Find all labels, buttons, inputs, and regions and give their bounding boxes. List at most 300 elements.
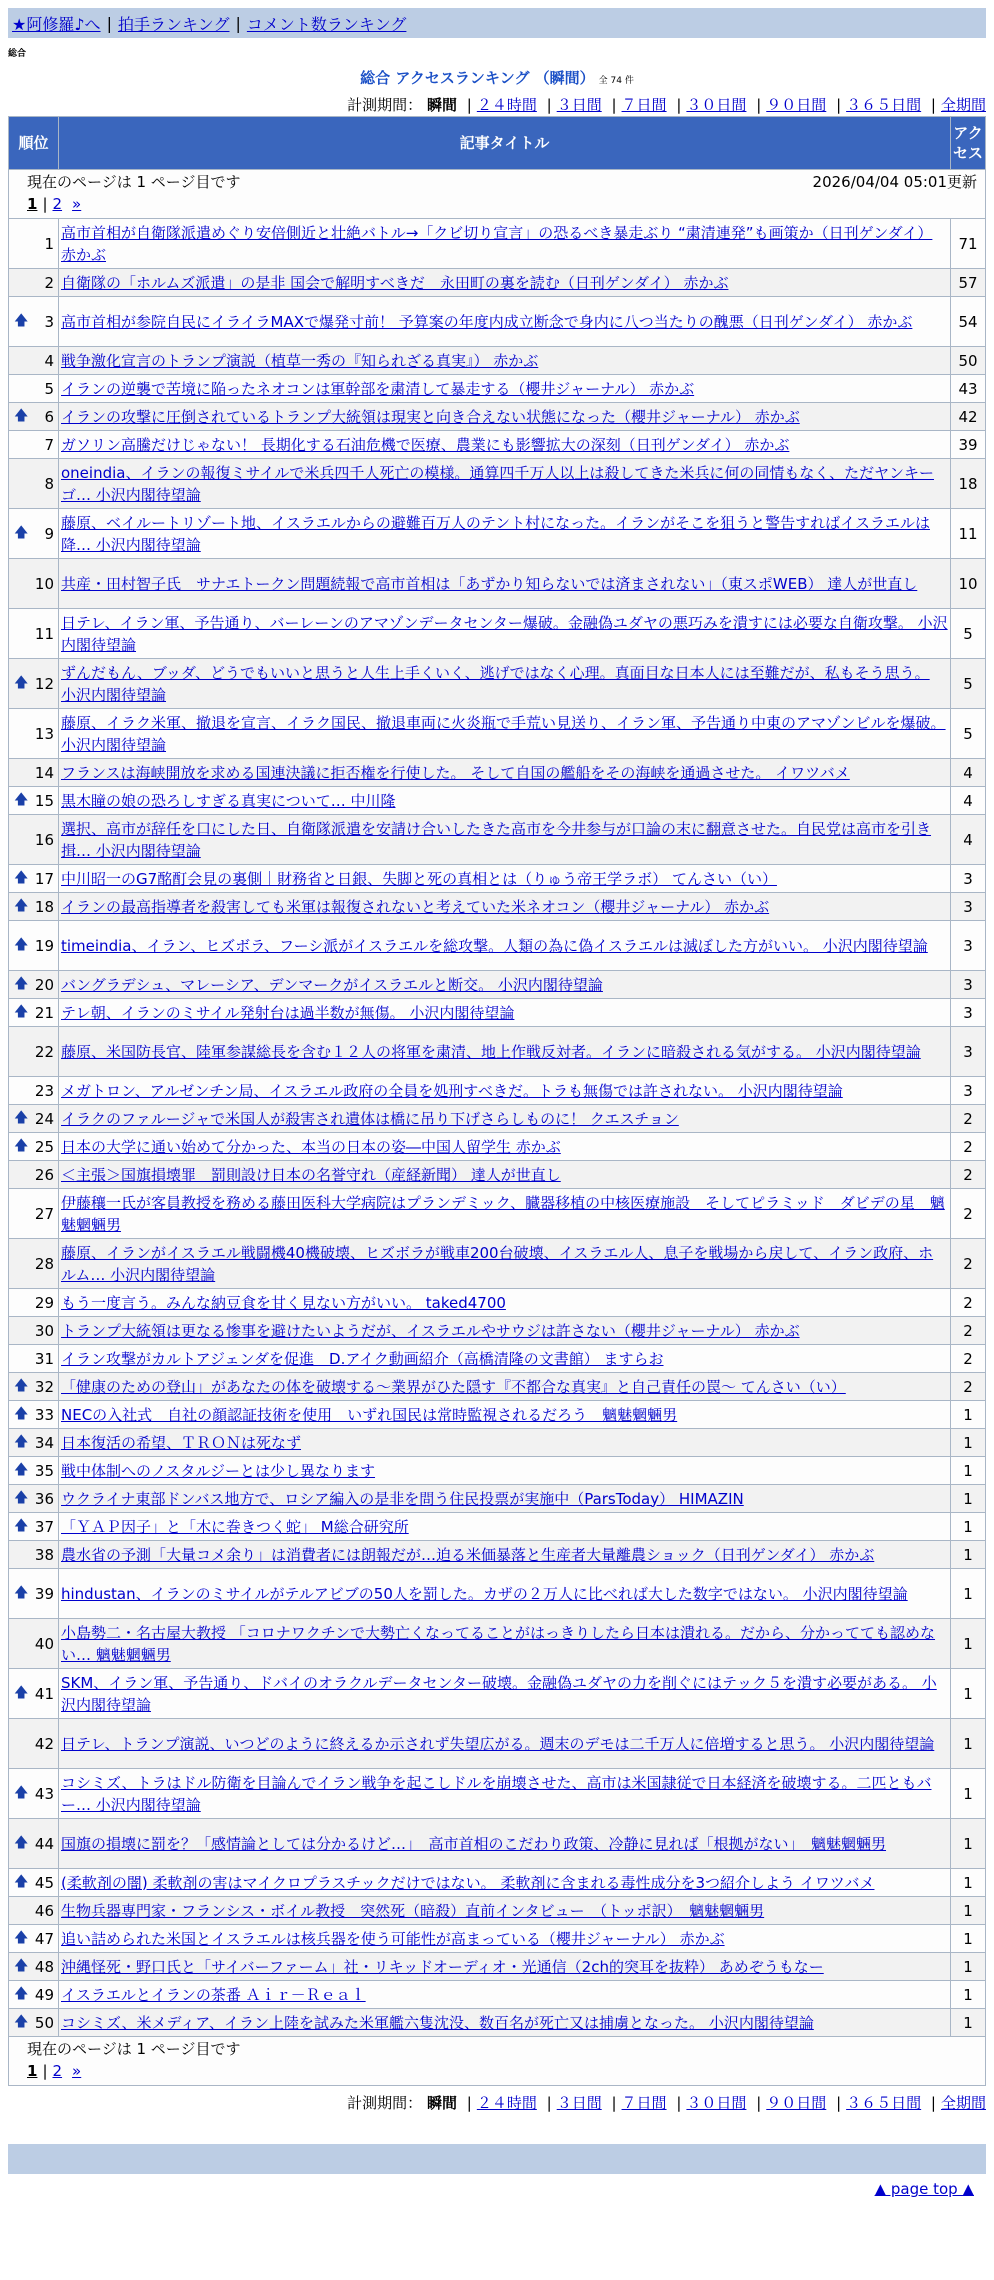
access-count: 2 — [951, 1373, 986, 1401]
article-title-link[interactable]: 沖縄怪死・野口氏と「サイバーファーム」社・リキッドオーディオ・光通信（2ch的突耳を抜粋） あめぞうもなー — [61, 1957, 824, 1976]
rank-cell — [9, 1373, 59, 1401]
article-title-link[interactable]: 小島勢二・名古屋大教授 「コロナワクチンで大勢亡くなってることがはっきりしたら日本は潰れる。だから、分かってても認めない… 魑魅魍魎男 — [61, 1623, 936, 1664]
info-bar-bottom — [9, 2037, 986, 2086]
access-count: 1 — [951, 1953, 986, 1981]
access-count: 1 — [951, 2009, 986, 2037]
title-cell — [59, 559, 951, 609]
article-title-link[interactable]: ずんだもん、ブッダ、どうでもいいと思うと人生上手くいく、逃げではなく心理。真面目な日本人には至難だが、私もそう思う。 小沢内閣待望論 — [61, 663, 930, 704]
access-count: 3 — [951, 893, 986, 921]
page-top-link[interactable]: ▲ page top ▲ — [874, 2180, 974, 2198]
article-title-link[interactable]: 共産・田村智子氏 サナエトークン問題続報で高市首相は「あずかり知らないでは済まされない」（東スポWEB） 達人が世直し — [61, 574, 918, 593]
table-row — [9, 1541, 986, 1569]
access-count: 5 — [951, 709, 986, 759]
rank-number: 42 — [34, 1734, 54, 1753]
title-cell — [59, 1027, 951, 1077]
access-count: 2 — [951, 1317, 986, 1345]
access-count: 1 — [951, 1457, 986, 1485]
article-title-link[interactable]: 藤原、イランがイスラエル戦闘機40機破壊、ヒズボラが戦車200台破壊、イスラエル人、息子を戦場から戻して、イラン政府、ホルム… 小沢内閣待望論 — [61, 1243, 934, 1284]
article-title-link[interactable]: 伊藤穰一氏が客員教授を務める藤田医科大学病院はプランデミック、臓器移植の中核医療施設 そしてピラミッド ダビデの星 魑魅魍魎男 — [61, 1193, 945, 1234]
article-title-link[interactable]: コシミズ、米メディア、イラン上陸を試みた米軍艦六隻沈没、数百名が死亡又は捕虜となった。 小沢内閣待望論 — [61, 2013, 814, 2032]
table-row — [9, 1239, 986, 1289]
access-count: 1 — [951, 1897, 986, 1925]
article-title-link[interactable]: 農水省の予測「大量コメ余り」は消費者には朗報だが…迫る米価暴落と生産者大量離農ショック（日刊ゲンダイ） 赤かぶ — [61, 1545, 875, 1564]
pager-bottom: 1 | 2 » — [27, 2062, 82, 2080]
rank-number: 7 — [44, 435, 54, 454]
article-title-link[interactable]: 戦中体制へのノスタルジーとは少し異なります — [61, 1461, 376, 1480]
rank-number: 35 — [34, 1461, 54, 1480]
access-count: 2 — [951, 1105, 986, 1133]
rank-cell — [9, 269, 59, 297]
rank-cell — [9, 1105, 59, 1133]
title-cell — [59, 1401, 951, 1429]
title-cell — [59, 1105, 951, 1133]
rank-cell — [9, 1513, 59, 1541]
info-bar-top — [9, 170, 986, 219]
article-title-link[interactable]: テレ朝、イランのミサイル発射台は過半数が無傷。 小沢内閣待望論 — [61, 1003, 515, 1022]
access-count: 39 — [951, 431, 986, 459]
pager-page-2[interactable]: 2 — [52, 195, 63, 213]
title-cell — [59, 509, 951, 559]
title-cell — [59, 403, 951, 431]
access-count: 1 — [951, 1429, 986, 1457]
header-rank: 順位 — [9, 117, 59, 170]
table-row — [9, 999, 986, 1027]
rank-up-arrow-icon: 🡅 — [14, 1584, 29, 1601]
article-title-link[interactable]: トランプ大統領は更なる惨事を避けたいようだが、イスラエルやサウジは許さない（櫻井ジャーナル） 赤かぶ — [61, 1321, 800, 1340]
rank-number: 49 — [34, 1985, 54, 2004]
article-title-link[interactable]: 自衛隊の「ホルムズ派遣」の是非 国会で解明すべきだ 永田町の裏を読む（日刊ゲンダイ） 赤かぶ — [61, 273, 729, 292]
access-count: 1 — [951, 1669, 986, 1719]
period-label-bottom: 計測期間： — [347, 2094, 423, 2112]
rank-number: 14 — [34, 763, 54, 782]
title-cell — [59, 1769, 951, 1819]
rank-number: 28 — [34, 1254, 54, 1273]
article-title-link[interactable]: ウクライナ東部ドンバス地方で、ロシア編入の是非を問う住民投票が実施中（ParsToday） HIMAZIN — [61, 1489, 744, 1508]
rank-cell — [9, 787, 59, 815]
table-row — [9, 1027, 986, 1077]
rank-number: 32 — [34, 1377, 54, 1396]
rank-cell — [9, 1189, 59, 1239]
title-cell — [59, 1541, 951, 1569]
title-cell — [59, 759, 951, 787]
table-row — [9, 1429, 986, 1457]
rank-cell — [9, 1161, 59, 1189]
period-link-90d[interactable]: ９０日間 — [766, 96, 827, 114]
access-count: 5 — [951, 609, 986, 659]
rank-cell — [9, 1133, 59, 1161]
article-title-link[interactable]: timeindia、イラン、ヒズボラ、フーシ派がイスラエルを総攻撃。人類の為に偽イスラエルは滅ぼした方がいい。 小沢内閣待望論 — [61, 936, 928, 955]
table-row — [9, 297, 986, 347]
current-page-text: 現在のページは 1 ページ目です — [27, 173, 241, 191]
page-title-row — [0, 67, 994, 88]
title-cell — [59, 787, 951, 815]
article-title-link[interactable]: 「ＹＡＰ因子」と「木に巻きつく蛇」 M総合研究所 — [61, 1517, 409, 1536]
table-row — [9, 659, 986, 709]
table-row — [9, 1619, 986, 1669]
table-row — [9, 609, 986, 659]
title-cell — [59, 1569, 951, 1619]
comment-ranking-link[interactable]: コメント数ランキング — [246, 14, 407, 34]
header-title: 記事タイトル — [59, 117, 951, 170]
title-cell — [59, 1897, 951, 1925]
current-page-text-bottom: 現在のページは 1 ページ目です — [27, 2040, 241, 2058]
article-title-link[interactable]: バングラデシュ、マレーシア、デンマークがイスラエルと断交。 小沢内閣待望論 — [61, 975, 603, 994]
title-cell — [59, 1189, 951, 1239]
pager-current: 1 — [27, 195, 38, 213]
article-title-link[interactable]: 高市首相が参院自民にイライラMAXで爆発寸前！ 予算案の年度内成立断念で身内に八つ当たりの醜悪（日刊ゲンダイ） 赤かぶ — [61, 312, 913, 331]
table-row — [9, 1133, 986, 1161]
rank-cell — [9, 297, 59, 347]
rank-cell — [9, 559, 59, 609]
rank-number: 15 — [34, 791, 54, 810]
article-title-link[interactable]: 藤原、イラク米軍、撤退を宣言、イラク国民、撤退車両に火炎瓶で手荒い見送り、イラン軍、予告通り中東のアマゾンビルを爆破。 小沢内閣待望論 — [61, 713, 946, 754]
article-title-link[interactable]: 日本復活の希望、ＴＲＯＮは死なず — [61, 1433, 302, 1452]
table-header — [9, 117, 986, 170]
title-cell — [59, 1513, 951, 1541]
article-title-link[interactable]: SKM、イラン軍、予告通り、ドバイのオラクルデータセンター破壊。金融偽ユダヤの力を削ぐにはテック５を潰す必要がある。 小沢内閣待望論 — [61, 1673, 937, 1714]
period-link-90d-bottom[interactable]: ９０日間 — [766, 2094, 827, 2112]
rank-up-arrow-icon: 🡅 — [14, 975, 29, 992]
title-cell — [59, 1133, 951, 1161]
article-title-link[interactable]: イラクのファルージャで米国人が殺害され遺体は橋に吊り下げさらしものに！ クエスチョン — [61, 1109, 679, 1128]
rank-number: 6 — [44, 407, 54, 426]
article-title-link[interactable]: 日本の大学に通い始めて分かった、本当の日本の姿―中国人留学生 赤かぶ — [61, 1137, 561, 1156]
period-link-3d-bottom[interactable]: ３日間 — [556, 2094, 602, 2112]
access-count: 1 — [951, 1925, 986, 1953]
access-count: 1 — [951, 1981, 986, 2009]
rank-cell — [9, 1317, 59, 1345]
rank-up-arrow-icon: 🡅 — [14, 1929, 29, 1946]
rank-number: 36 — [34, 1489, 54, 1508]
rank-cell — [9, 1819, 59, 1869]
article-title-link[interactable]: 戦争激化宣言のトランプ演説（植草一秀の『知られざる真実』） 赤かぶ — [61, 351, 539, 370]
period-link-365d-bottom[interactable]: ３６５日間 — [846, 2094, 922, 2112]
title-cell — [59, 1289, 951, 1317]
table-row — [9, 787, 986, 815]
article-title-link[interactable]: 日テレ、イラン軍、予告通り、バーレーンのアマゾンデータセンター爆破。金融偽ユダヤの悪巧みを潰すには必要な自衛攻撃。 小沢内閣待望論 — [61, 613, 948, 654]
title-cell — [59, 1619, 951, 1669]
period-label: 計測期間： — [347, 96, 423, 114]
table-row — [9, 815, 986, 865]
access-count: 2 — [951, 1289, 986, 1317]
article-title-link[interactable]: hindustan、イランのミサイルがテルアビブの50人を罰した。カザの２万人に比べれば大した数字ではない。 小沢内閣待望論 — [61, 1584, 908, 1603]
article-title-link[interactable]: イラン攻撃がカルトアジェンダを促進 D.アイク動画紹介（高橋清隆の文書館） ますらお — [61, 1349, 664, 1368]
rank-number: 1 — [44, 234, 54, 253]
rank-up-arrow-icon: 🡅 — [14, 1433, 29, 1450]
title-cell — [59, 709, 951, 759]
pager-next-arrow-bottom[interactable]: » — [72, 2062, 82, 2080]
rank-cell — [9, 1401, 59, 1429]
access-count: 4 — [951, 759, 986, 787]
table-row — [9, 1897, 986, 1925]
rank-cell — [9, 1719, 59, 1769]
rank-up-arrow-icon: 🡅 — [14, 1137, 29, 1154]
table-row — [9, 865, 986, 893]
title-cell — [59, 1981, 951, 2009]
access-count: 3 — [951, 1077, 986, 1105]
access-count: 1 — [951, 1819, 986, 1869]
clap-ranking-link[interactable]: 拍手ランキング — [117, 14, 230, 34]
period-link-7d-bottom[interactable]: ７日間 — [621, 2094, 667, 2112]
article-title-link[interactable]: もう一度言う。みんな納豆食を甘く見ない方がいい。 taked4700 — [61, 1293, 506, 1312]
access-count: 1 — [951, 1401, 986, 1429]
access-count: 3 — [951, 921, 986, 971]
table-row — [9, 1569, 986, 1619]
rank-up-arrow-icon: 🡅 — [14, 1517, 29, 1534]
rank-cell — [9, 609, 59, 659]
rank-up-arrow-icon: 🡅 — [14, 897, 29, 914]
article-title-link[interactable]: 中川昭一のG7酩酊会見の裏側｜財務省と日銀、失脚と死の真相とは（りゅう帝王学ラボ） てんさい（い） — [61, 869, 777, 888]
rank-cell — [9, 893, 59, 921]
rank-number: 47 — [34, 1929, 54, 1948]
period-link-24h[interactable]: ２４時間 — [476, 96, 537, 114]
period-link-7d[interactable]: ７日間 — [621, 96, 667, 114]
table-row — [9, 893, 986, 921]
rank-number: 16 — [34, 830, 54, 849]
title-cell — [59, 1869, 951, 1897]
title-cell — [59, 1457, 951, 1485]
article-title-link[interactable]: 日テレ、トランプ演説、いつどのように終えるか示されず失望広がる。週末のデモは二千万人に倍増すると思う。 小沢内閣待望論 — [61, 1734, 935, 1753]
title-cell — [59, 431, 951, 459]
access-count: 10 — [951, 559, 986, 609]
title-cell — [59, 1953, 951, 1981]
article-title-link[interactable]: 黒木瞳の娘の恐ろしすぎる真実について… 中川隆 — [61, 791, 396, 810]
period-link-365d[interactable]: ３６５日間 — [846, 96, 922, 114]
table-row — [9, 1513, 986, 1541]
access-count: 71 — [951, 219, 986, 269]
access-count: 2 — [951, 1189, 986, 1239]
article-title-link[interactable]: フランスは海峡開放を求める国連決議に拒否権を行使した。 そして自国の艦船をその海峡を通過させた。 イワツバメ — [61, 763, 850, 782]
article-title-link[interactable]: イランの逆襲で苦境に陥ったネオコンは軍幹部を粛清して暴走する（櫻井ジャーナル） 赤かぶ — [61, 379, 695, 398]
rank-number: 12 — [34, 674, 54, 693]
header-access: アクセス — [951, 117, 986, 170]
access-count: 3 — [951, 999, 986, 1027]
access-count: 2 — [951, 1161, 986, 1189]
article-title-link[interactable]: コシミズ、トラはドル防衛を目論んでイラン戦争を起こしドルを崩壊させた、高市は米国隷従で日本経済を破壊する。二匹ともバー… 小沢内閣待望論 — [61, 1773, 932, 1814]
rank-cell — [9, 1289, 59, 1317]
article-title-link[interactable]: イランの攻撃に圧倒されているトランプ大統領は現実と向き合えない状態になった（櫻井ジャーナル） 赤かぶ — [61, 407, 800, 426]
rank-cell — [9, 219, 59, 269]
article-title-link[interactable]: イランの最高指導者を殺害しても米軍は報復されないと考えていた米ネオコン（櫻井ジャーナル） 赤かぶ — [61, 897, 770, 916]
title-cell — [59, 1719, 951, 1769]
access-count: 1 — [951, 1719, 986, 1769]
rank-cell — [9, 1619, 59, 1669]
access-count: 1 — [951, 1485, 986, 1513]
section-label: 総合 — [8, 49, 27, 59]
table-row — [9, 1819, 986, 1869]
table-row — [9, 1289, 986, 1317]
rank-cell — [9, 1027, 59, 1077]
rank-cell — [9, 1569, 59, 1619]
nav-separator: | — [235, 13, 241, 33]
article-title-link[interactable]: (柔軟剤の闇) 柔軟剤の害はマイクロプラスチックだけではない。 柔軟剤に含まれる毒性成分を3つ紹介しよう イワツバメ — [61, 1873, 875, 1892]
access-count: 43 — [951, 375, 986, 403]
rank-cell — [9, 999, 59, 1027]
table-row — [9, 1981, 986, 2009]
article-title-link[interactable]: 追い詰められた米国とイスラエルは核兵器を使う可能性が高まっている（櫻井ジャーナル） 赤かぶ — [61, 1929, 725, 1948]
title-cell — [59, 2009, 951, 2037]
rank-cell — [9, 1429, 59, 1457]
table-row — [9, 403, 986, 431]
title-cell — [59, 1317, 951, 1345]
rank-number: 27 — [34, 1204, 54, 1223]
rank-up-arrow-icon: 🡅 — [14, 1957, 29, 1974]
pager-top: 1 | 2 » — [27, 195, 82, 213]
title-cell — [59, 1161, 951, 1189]
access-count: 18 — [951, 459, 986, 509]
article-title-link[interactable]: oneindia、イランの報復ミサイルで米兵四千人死亡の模様。通算四千万人以上は殺してきた米兵に何の同情もなく、ただヤンキーゴ… 小沢内閣待望論 — [61, 463, 934, 504]
title-cell — [59, 1077, 951, 1105]
table-row — [9, 347, 986, 375]
rank-number: 38 — [34, 1545, 54, 1564]
article-title-link[interactable]: 「健康のための登山」があなたの体を破壊する～業界がひた隠す『不都合な真実』と自己責任の罠～ てんさい（い） — [61, 1377, 846, 1396]
table-row — [9, 1077, 986, 1105]
period-link-30d-bottom[interactable]: ３０日間 — [686, 2094, 747, 2112]
title-cell — [59, 1485, 951, 1513]
rank-up-arrow-icon: 🡅 — [14, 312, 29, 329]
rank-number: 37 — [34, 1517, 54, 1536]
rank-up-arrow-icon: 🡅 — [14, 524, 29, 541]
access-count: 54 — [951, 297, 986, 347]
article-title-link[interactable]: NECの入社式 自社の顔認証技術を使用 いずれ国民は常時監視されるだろう 魑魅魍魎男 — [61, 1405, 678, 1424]
access-count: 57 — [951, 269, 986, 297]
rank-number: 48 — [34, 1957, 54, 1976]
rank-cell — [9, 1541, 59, 1569]
title-cell — [59, 999, 951, 1027]
article-title-link[interactable]: イスラエルとイランの茶番 Ａｉｒ－Ｒｅａｌ — [61, 1985, 366, 2004]
rank-cell — [9, 459, 59, 509]
access-count: 2 — [951, 1345, 986, 1373]
rank-number: 31 — [34, 1349, 54, 1368]
article-title-link[interactable]: 藤原、米国防長官、陸軍参謀総長を含む１２人の将軍を粛清、地上作戦反対者。イランに暗殺される気がする。 小沢内閣待望論 — [61, 1042, 921, 1061]
rank-cell — [9, 403, 59, 431]
rank-up-arrow-icon: 🡅 — [14, 1784, 29, 1801]
ranking-rows — [9, 219, 986, 2037]
access-count: 11 — [951, 509, 986, 559]
rank-number: 19 — [34, 936, 54, 955]
table-row — [9, 559, 986, 609]
table-row — [9, 971, 986, 999]
rank-up-arrow-icon: 🡅 — [14, 674, 29, 691]
access-count: 2 — [951, 1133, 986, 1161]
nav-separator: | — [106, 13, 112, 33]
table-row — [9, 1869, 986, 1897]
rank-up-arrow-icon: 🡅 — [14, 1985, 29, 2002]
rank-cell — [9, 1239, 59, 1289]
rank-cell — [9, 709, 59, 759]
rank-number: 26 — [34, 1165, 54, 1184]
rank-number: 22 — [34, 1042, 54, 1061]
article-title-link[interactable]: 高市首相が自衛隊派遣めぐり安倍側近と壮絶バトル→「クビ切り宣言」の恐るべき暴走ぶり “粛清連発”も画策か（日刊ゲンダイ） 赤かぶ — [61, 223, 933, 264]
access-count: 1 — [951, 1541, 986, 1569]
period-current-bottom: 瞬間 — [426, 2094, 457, 2112]
rank-number: 41 — [34, 1684, 54, 1703]
rank-up-arrow-icon: 🡅 — [14, 936, 29, 953]
article-title-link[interactable]: ＜主張＞国旗損壊罪 罰則設け日本の名誉守れ（産経新聞） 達人が世直し — [61, 1165, 561, 1184]
rank-number: 17 — [34, 869, 54, 888]
table-row — [9, 1769, 986, 1819]
article-title-link[interactable]: 藤原、ベイルートリゾート地、イスラエルからの避難百万人のテント村になった。イランがそこを狙うと警告すればイスラエルは降… 小沢内閣待望論 — [61, 513, 930, 554]
article-title-link[interactable]: メガトロン、アルゼンチン局、イスラエル政府の全員を処刑すべきだ。トラも無傷では許されない。 小沢内閣待望論 — [61, 1081, 843, 1100]
table-row — [9, 1345, 986, 1373]
table-row — [9, 509, 986, 559]
table-row — [9, 375, 986, 403]
rank-number: 43 — [34, 1784, 54, 1803]
rank-cell — [9, 921, 59, 971]
rank-cell — [9, 375, 59, 403]
period-link-all[interactable]: 全期間 — [940, 96, 986, 114]
period-link-30d[interactable]: ３０日間 — [686, 96, 747, 114]
rank-number: 46 — [34, 1901, 54, 1920]
rank-up-arrow-icon: 🡅 — [14, 1377, 29, 1394]
title-cell — [59, 1429, 951, 1457]
title-cell — [59, 459, 951, 509]
rank-cell — [9, 659, 59, 709]
title-cell — [59, 297, 951, 347]
rank-up-arrow-icon: 🡅 — [14, 1489, 29, 1506]
rank-cell — [9, 865, 59, 893]
rank-number: 30 — [34, 1321, 54, 1340]
title-cell — [59, 1925, 951, 1953]
rank-up-arrow-icon: 🡅 — [14, 407, 29, 424]
access-count: 5 — [951, 659, 986, 709]
pager-page-2-bottom[interactable]: 2 — [52, 2062, 63, 2080]
table-row — [9, 1953, 986, 1981]
rank-cell — [9, 2009, 59, 2037]
table-row — [9, 219, 986, 269]
title-cell — [59, 815, 951, 865]
rank-number: 25 — [34, 1137, 54, 1156]
article-title-link[interactable]: 国旗の損壊に罰を？「感情論としては分かるけど…」 高市首相のこだわり政策、冷静に見れば「根拠がない」 魑魅魍魎男 — [61, 1834, 887, 1853]
rank-cell — [9, 1869, 59, 1897]
rank-up-arrow-icon: 🡅 — [14, 1405, 29, 1422]
rank-number: 18 — [34, 897, 54, 916]
rank-number: 5 — [44, 379, 54, 398]
access-count: 1 — [951, 1569, 986, 1619]
rank-cell — [9, 1457, 59, 1485]
rank-cell — [9, 1669, 59, 1719]
rank-number: 40 — [34, 1634, 54, 1653]
rank-number: 11 — [34, 624, 54, 643]
rank-cell — [9, 1485, 59, 1513]
access-count: 1 — [951, 1869, 986, 1897]
period-link-3d[interactable]: ３日間 — [556, 96, 602, 114]
pager-current-bottom: 1 — [27, 2062, 38, 2080]
home-link[interactable]: ★阿修羅♪へ — [12, 14, 101, 34]
rank-number: 23 — [34, 1081, 54, 1100]
rank-cell — [9, 1345, 59, 1373]
title-cell — [59, 921, 951, 971]
article-title-link[interactable]: 選択、高市が辞任を口にした日、自衛隊派遣を安請け合いしたきた高市を今井参与が口論の末に翻意させた。自民党は高市を引き揖… 小沢内閣待望論 — [61, 819, 932, 860]
access-count: 1 — [951, 1513, 986, 1541]
rank-up-arrow-icon: 🡅 — [14, 791, 29, 808]
title-cell — [59, 269, 951, 297]
rank-number: 33 — [34, 1405, 54, 1424]
period-link-all-bottom[interactable]: 全期間 — [940, 2094, 986, 2112]
page-title: 総合 アクセスランキング （瞬間） — [360, 69, 595, 87]
title-cell — [59, 375, 951, 403]
rank-number: 24 — [34, 1109, 54, 1128]
period-link-24h-bottom[interactable]: ２４時間 — [476, 2094, 537, 2112]
rank-number: 10 — [34, 574, 54, 593]
period-selector-top: 計測期間： 瞬間 | ２４時間 | ３日間 | ７日間 | ３０日間 | ９０日間 | ３６５日間 | 全期間 — [347, 96, 986, 114]
access-count: 1 — [951, 1619, 986, 1669]
pager-next-arrow[interactable]: » — [72, 195, 82, 213]
rank-cell — [9, 1897, 59, 1925]
article-title-link[interactable]: ガソリン高騰だけじゃない！ 長期化する石油危機で医療、農業にも影響拡大の深刻（日刊ゲンダイ） 赤かぶ — [61, 435, 790, 454]
article-title-link[interactable]: 生物兵器専門家・フランシス・ボイル教授 突然死（暗殺）直前インタビュー （トッポ訳） 魑魅魍魎男 — [61, 1901, 765, 1920]
rank-cell — [9, 1769, 59, 1819]
